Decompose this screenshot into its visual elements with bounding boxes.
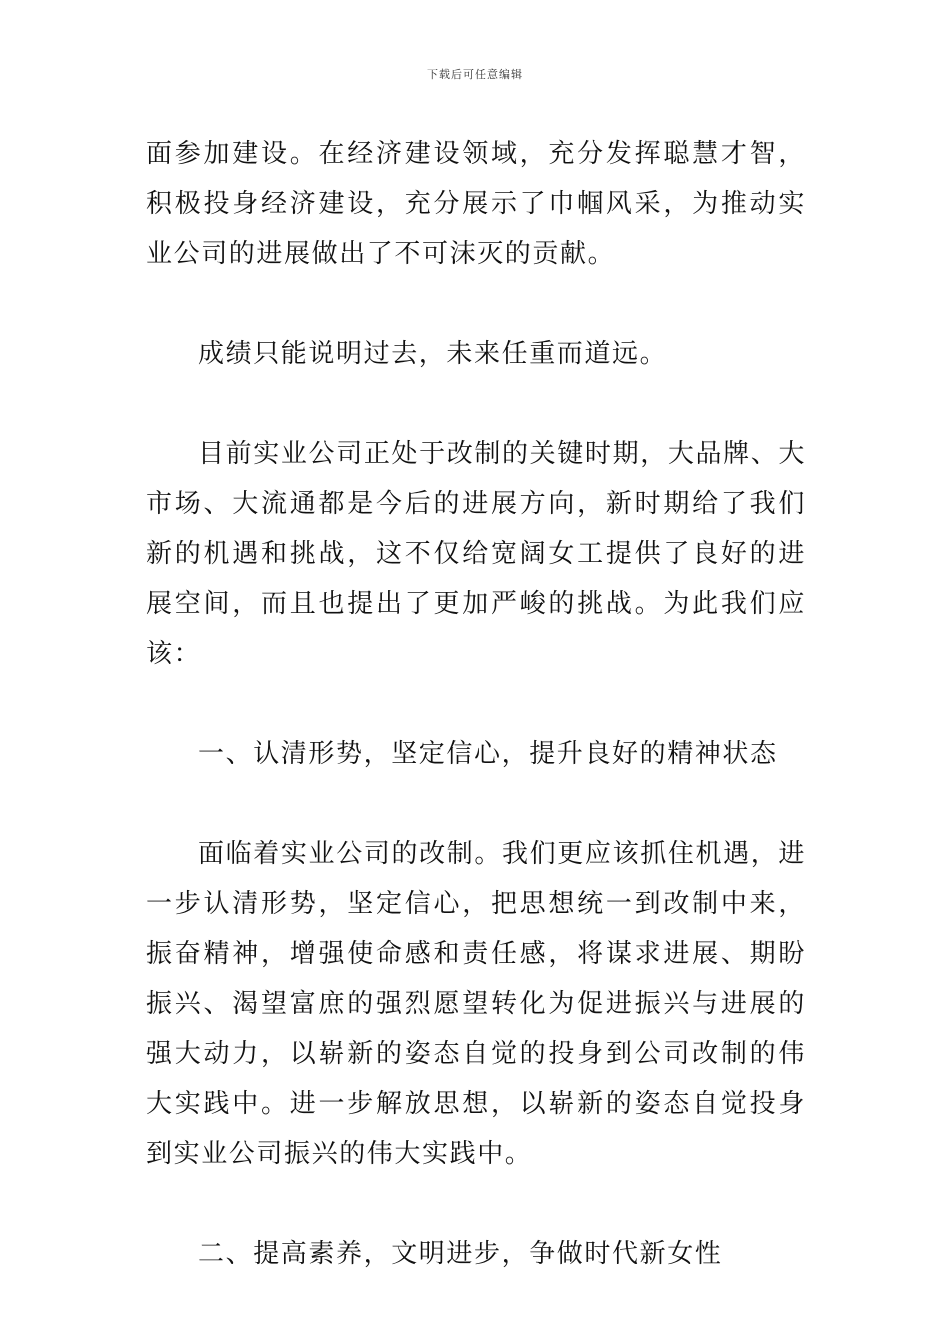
section-heading-2: 二、提高素养，文明进步，争做时代新女性 — [198, 1239, 723, 1269]
paragraph-spacer — [146, 1179, 806, 1229]
paragraph-spacer — [146, 679, 806, 729]
paragraph-current-situation: 目前实业公司正处于改制的关键时期，大品牌、大市场、大流通都是今后的进展方向，新时期给了我们新的机遇和挑战，这不仅给宽阔女工提供了良好的进展空间，而且也提出了更加严峻的挑战。为此我们应该： — [146, 439, 806, 669]
paragraph-spacer — [146, 279, 806, 329]
paragraph-spacer — [146, 379, 806, 429]
paragraph-spacer — [146, 779, 806, 829]
section-heading-1: 一、认清形势，坚定信心，提升良好的精神状态 — [198, 739, 778, 769]
document-body — [146, 129, 806, 1279]
paragraph-section-1-body: 面临着实业公司的改制。我们更应该抓住机遇，进一步认清形势，坚定信心，把思想统一到改制中来，振奋精神，增强使命感和责任感，将谋求进展、期盼振兴、渴望富庶的强烈愿望转化为促进振兴与进展的强大动力，以崭新的姿态自觉的投身到公司改制的伟大实践中。进一步解放思想，以崭新的姿态自觉投身到实业公司振兴的伟大实践中。 — [146, 839, 806, 1169]
paragraph-summary: 成绩只能说明过去，未来任重而道远。 — [198, 339, 668, 369]
paragraph-continuation: 面参加建设。在经济建设领域，充分发挥聪慧才智，积极投身经济建设，充分展示了巾帼风采，为推动实业公司的进展做出了不可沫灭的贡献。 — [146, 139, 806, 269]
page-header-note: 下载后可任意编辑 — [427, 68, 523, 81]
